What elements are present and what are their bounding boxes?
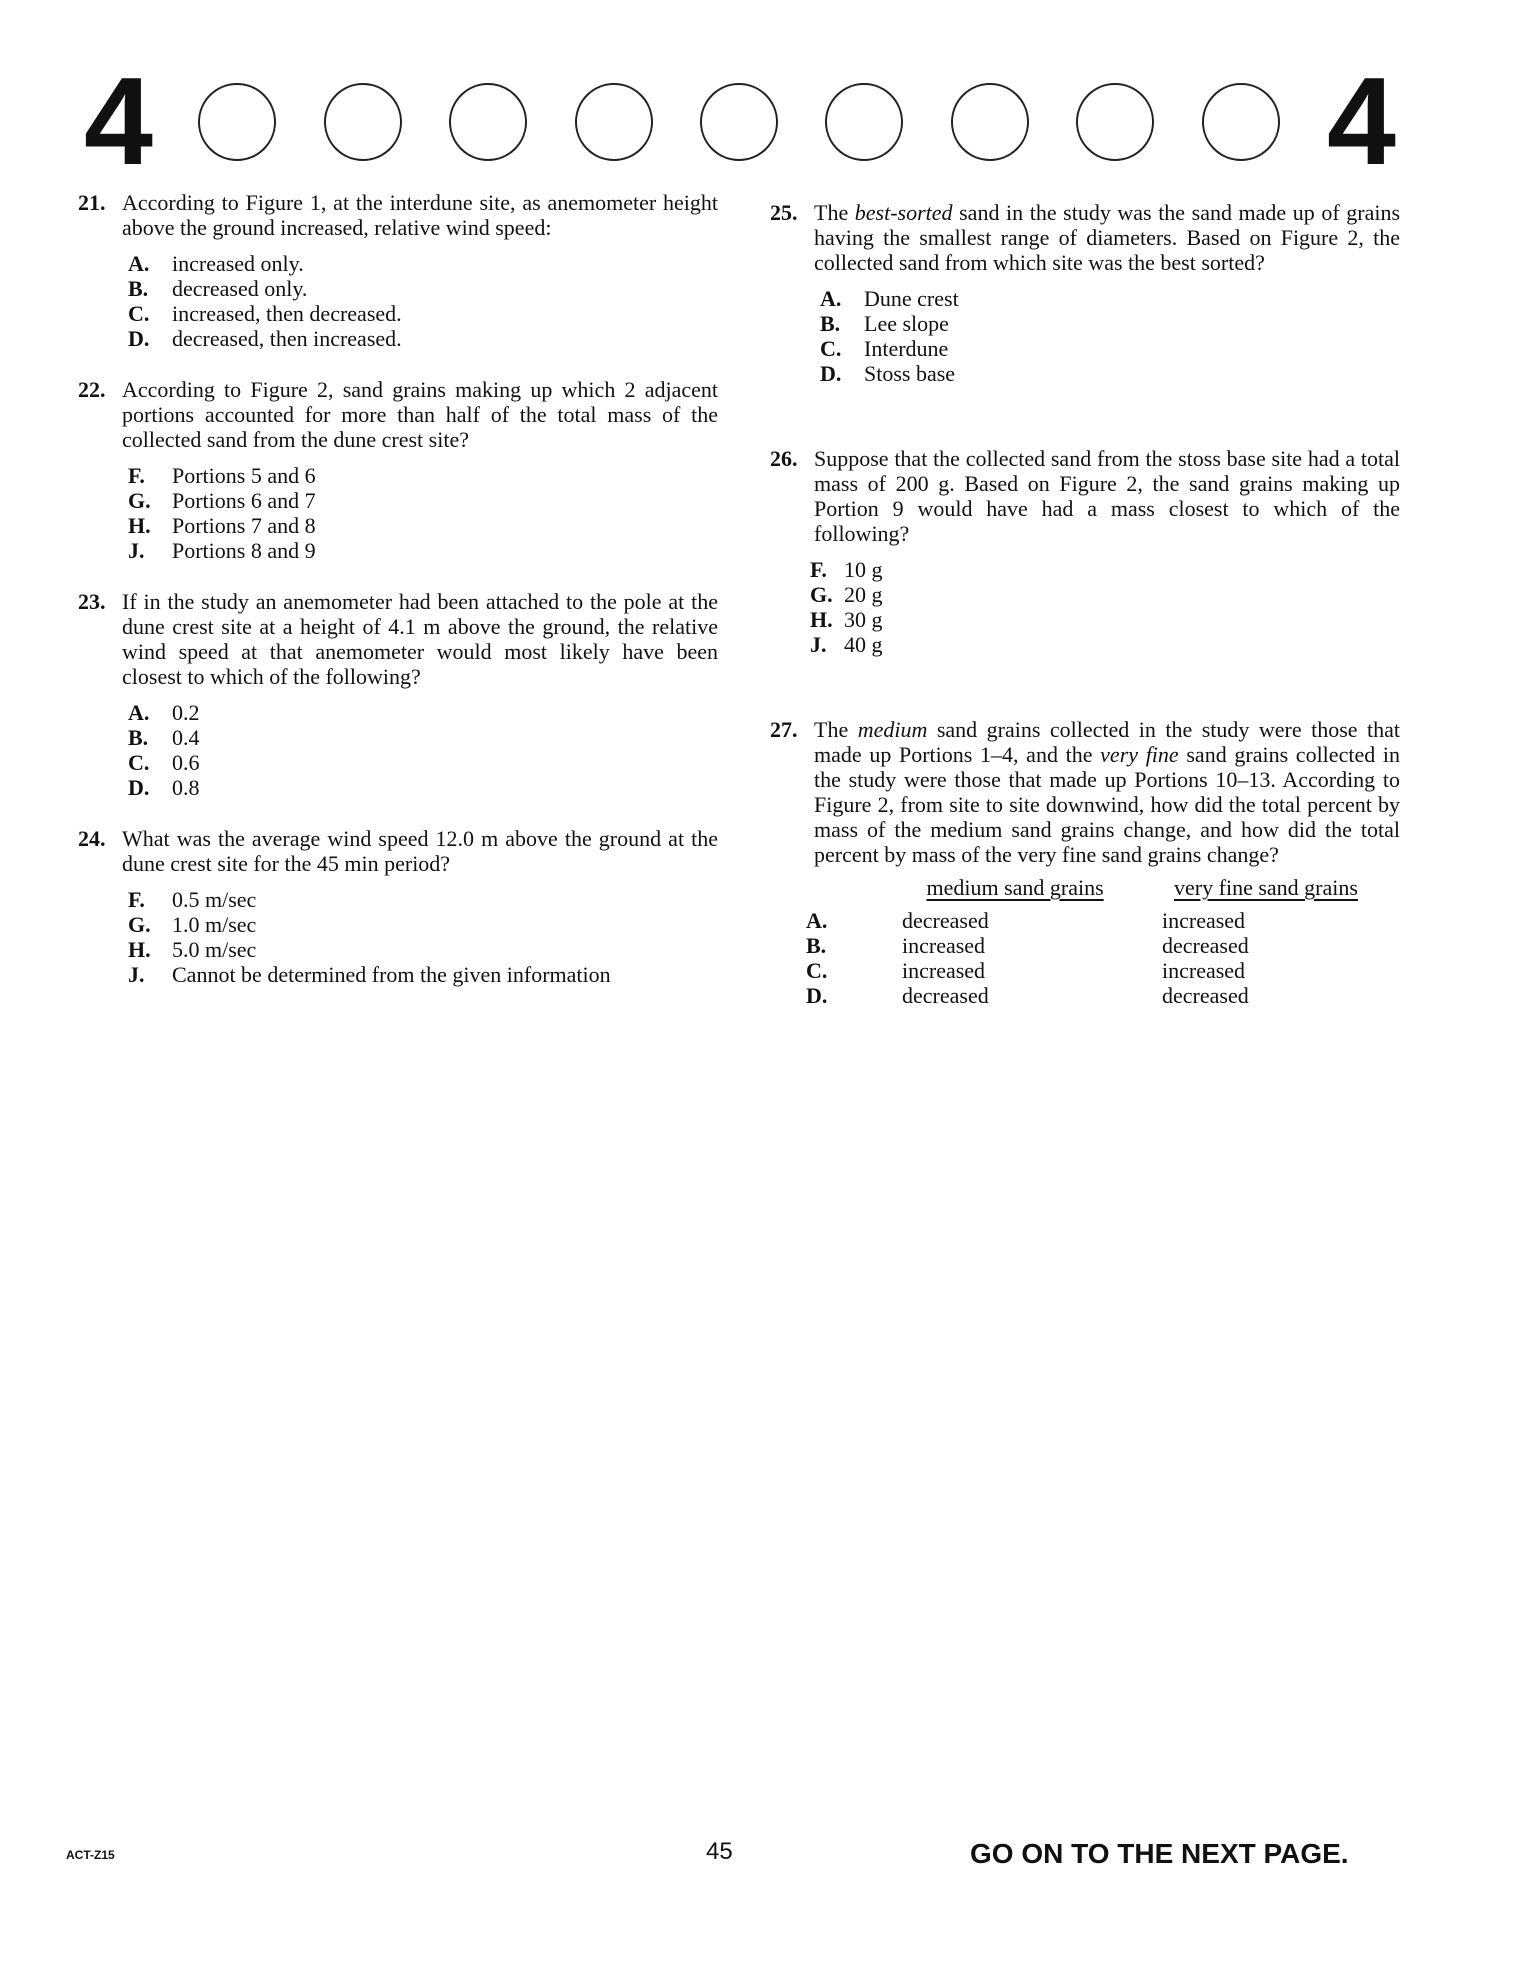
option-letter: J. [810, 632, 827, 657]
very-fine-value: decreased [1162, 983, 1249, 1008]
option-text: 40 g [844, 632, 883, 657]
header-circle [951, 83, 1029, 161]
page-footer [0, 1836, 1530, 1876]
question-text: According to Figure 1, at the interdune site, as anemometer height above the ground increased, relative wind speed: [122, 190, 718, 240]
answer-option[interactable] [128, 750, 718, 775]
option-letter: C. [806, 958, 828, 983]
option-letter: J. [128, 962, 145, 987]
question-27 [770, 717, 1400, 1008]
option-letter: D. [128, 775, 150, 800]
matrix-row[interactable] [806, 908, 1400, 933]
answer-option[interactable] [128, 301, 718, 326]
option-letter: F. [128, 887, 145, 912]
right-column [770, 200, 1400, 1034]
page-number: 45 [706, 1838, 733, 1865]
answer-option[interactable] [820, 286, 1400, 311]
medium-value: increased [902, 958, 986, 983]
answer-option[interactable] [820, 336, 1400, 361]
italic-term: best-sorted [854, 200, 953, 225]
option-text: 0.4 [172, 725, 200, 750]
option-text: 0.8 [172, 775, 200, 800]
option-letter: C. [820, 336, 842, 361]
answer-options [128, 251, 718, 351]
answer-option[interactable] [128, 775, 718, 800]
option-letter: A. [820, 286, 842, 311]
italic-term: very fine [1100, 742, 1179, 767]
section-header [84, 53, 1394, 191]
question-number: 27. [770, 717, 798, 742]
header-circle [700, 83, 778, 161]
option-letter: J. [128, 538, 145, 563]
option-text: 30 g [844, 607, 883, 632]
option-text: Portions 7 and 8 [172, 513, 316, 538]
answer-options [128, 463, 718, 563]
answer-option[interactable] [128, 887, 718, 912]
option-text: Portions 6 and 7 [172, 488, 316, 513]
question-22 [78, 377, 718, 563]
question-text: Suppose that the collected sand from the stoss base site had a total mass of 200 g. Based on Figure 2, the sand grains making up Portion 9 would have had a mass closest to which of the following? [814, 446, 1400, 546]
answer-option[interactable] [128, 725, 718, 750]
option-text: Dune crest [864, 286, 959, 311]
option-text: Cannot be determined from the given information [172, 962, 611, 987]
question-number: 22. [78, 377, 106, 402]
header-circle [324, 83, 402, 161]
option-letter: B. [128, 725, 149, 750]
option-letter: H. [128, 513, 151, 538]
option-letter: F. [128, 463, 145, 488]
very-fine-value: increased [1162, 958, 1246, 983]
question-text: What was the average wind speed 12.0 m above the ground at the dune crest site for the 45 min period? [122, 826, 718, 876]
option-letter: B. [128, 276, 149, 301]
header-circle [1202, 83, 1280, 161]
option-text: 20 g [844, 582, 883, 607]
option-text: decreased only. [172, 276, 308, 301]
option-text: 10 g [844, 557, 883, 582]
option-letter: D. [806, 983, 828, 1008]
answer-option[interactable] [810, 557, 1400, 582]
option-letter: A. [128, 251, 150, 276]
question-text: The medium sand grains collected in the study were those that made up Portions 1–4, and the very fine sand grains collected in the study were those that made up Portions 10–13. According to Figure 2, from site to site downwind, how did the total percent by mass of the medium sand grains change, and how did the total percent by mass of the very fine sand grains change? [814, 717, 1400, 867]
answer-option[interactable] [128, 463, 718, 488]
option-letter: H. [128, 937, 151, 962]
answer-options [128, 700, 718, 800]
answer-options [128, 887, 718, 987]
question-text: If in the study an anemometer had been attached to the pole at the dune crest site at a height of 4.1 m above the ground, the relative wind speed at that anemometer would most likely have been closest to which of the following? [122, 589, 718, 689]
answer-matrix [806, 875, 1400, 1008]
header-circle [1076, 83, 1154, 161]
option-letter: G. [128, 912, 151, 937]
header-circle [449, 83, 527, 161]
answer-option[interactable] [128, 488, 718, 513]
option-text: 5.0 m/sec [172, 937, 257, 962]
option-text: increased only. [172, 251, 304, 276]
column-header-very-fine: very fine sand grains [1174, 875, 1358, 900]
option-text: decreased, then increased. [172, 326, 402, 351]
question-26 [770, 446, 1400, 657]
form-code: ACT-Z15 [66, 1848, 115, 1862]
matrix-row[interactable] [806, 933, 1400, 958]
header-circle [198, 83, 276, 161]
matrix-row[interactable] [806, 983, 1400, 1008]
option-letter: G. [810, 582, 833, 607]
option-text: 1.0 m/sec [172, 912, 257, 937]
section-number-right: 4 [1327, 53, 1394, 191]
answer-option[interactable] [128, 700, 718, 725]
option-letter: C. [128, 301, 150, 326]
option-letter: H. [810, 607, 833, 632]
medium-value: decreased [902, 908, 989, 933]
option-letter: A. [128, 700, 150, 725]
question-number: 26. [770, 446, 798, 471]
answer-option[interactable] [128, 251, 718, 276]
matrix-row[interactable] [806, 958, 1400, 983]
answer-option[interactable] [820, 361, 1400, 386]
header-circle [825, 83, 903, 161]
left-column [78, 190, 718, 1013]
answer-options [820, 286, 1400, 386]
option-text: 0.5 m/sec [172, 887, 257, 912]
medium-value: decreased [902, 983, 989, 1008]
option-letter: B. [820, 311, 841, 336]
question-text: The best-sorted sand in the study was the sand made up of grains having the smallest range of diameters. Based on Figure 2, the collected sand from which site was the best sorted? [814, 200, 1401, 275]
question-number: 21. [78, 190, 106, 215]
question-text: According to Figure 2, sand grains making up which 2 adjacent portions accounted for more than half of the total mass of the collected sand from the dune crest site? [122, 377, 718, 452]
option-text: Lee slope [864, 311, 949, 336]
option-text: 0.2 [172, 700, 200, 725]
column-header-medium: medium sand grains [926, 875, 1104, 900]
answer-option[interactable] [128, 962, 718, 987]
question-number: 25. [770, 200, 798, 225]
very-fine-value: decreased [1162, 933, 1249, 958]
option-text: Interdune [864, 336, 949, 361]
answer-option[interactable] [128, 937, 718, 962]
answer-option[interactable] [820, 311, 1400, 336]
option-letter: C. [128, 750, 150, 775]
answer-option[interactable] [128, 912, 718, 937]
option-text: Stoss base [864, 361, 956, 386]
option-text: Portions 8 and 9 [172, 538, 316, 563]
answer-option[interactable] [810, 607, 1400, 632]
answer-option[interactable] [128, 326, 718, 351]
answer-options [810, 557, 1400, 657]
question-25 [770, 200, 1400, 386]
answer-option[interactable] [810, 582, 1400, 607]
question-number: 24. [78, 826, 106, 851]
italic-term: medium [857, 717, 928, 742]
answer-option[interactable] [128, 538, 718, 563]
option-letter: G. [128, 488, 151, 513]
option-letter: B. [806, 933, 827, 958]
answer-option[interactable] [128, 276, 718, 301]
option-letter: D. [128, 326, 150, 351]
very-fine-value: increased [1162, 908, 1246, 933]
option-text: Portions 5 and 6 [172, 463, 316, 488]
medium-value: increased [902, 933, 986, 958]
option-text: increased, then decreased. [172, 301, 402, 326]
option-letter: D. [820, 361, 842, 386]
header-circle [575, 83, 653, 161]
question-23 [78, 589, 718, 800]
option-letter: A. [806, 908, 828, 933]
answer-option[interactable] [810, 632, 1400, 657]
question-21 [78, 190, 718, 351]
option-letter: F. [810, 557, 827, 582]
question-24 [78, 826, 718, 987]
option-text: 0.6 [172, 750, 200, 775]
matrix-header [816, 875, 1400, 900]
go-on-next-page-notice: GO ON TO THE NEXT PAGE. [970, 1838, 1349, 1869]
section-number-left: 4 [84, 53, 151, 191]
answer-option[interactable] [128, 513, 718, 538]
question-number: 23. [78, 589, 106, 614]
